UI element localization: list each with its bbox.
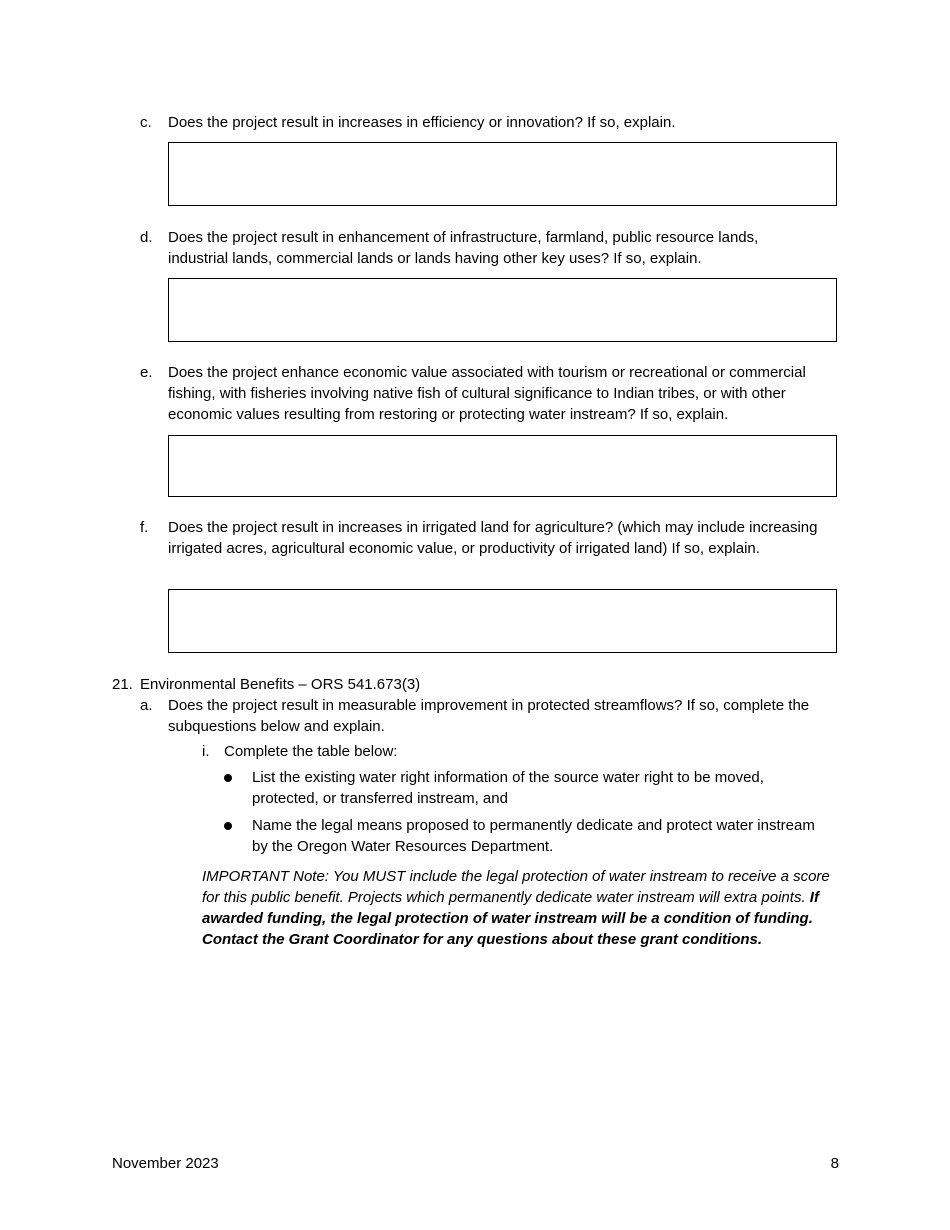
question-c-marker: c.	[140, 114, 152, 131]
question-d-text: Does the project result in enhancement of infrastructure, farmland, public resource lands, industrial lands, commercial lands or lands having other key uses? If so, explain.	[168, 229, 759, 267]
question-e-text: Does the project enhance economic value associated with tourism or recreational or commercial fishing, with fisheries involving native fish of cultural significance to Indian tribes, or with other economic values resulting from restoring or protecting water instream? If so, explain.	[168, 364, 806, 423]
question-f-answer-box[interactable]	[168, 589, 837, 653]
question-f-marker: f.	[140, 519, 149, 536]
bullet-icon	[224, 774, 232, 782]
important-note-bold: If awarded funding, the legal protection of water instream will be a condition of funding. Contact the Grant Coordinator for any questions about these grant conditions.	[202, 889, 819, 948]
bullet-item-1: List the existing water right information of the source water right to be moved, protected, or transferred instream, and	[252, 769, 764, 807]
section-21-number: 21.	[112, 676, 133, 693]
subquestion-i-marker: i.	[202, 743, 210, 760]
question-d-marker: d.	[140, 229, 153, 246]
important-note-italic: IMPORTANT Note: You MUST include the legal protection of water instream to receive a score for this public benefit. Projects which permanently dedicate water instream will extra points.	[202, 868, 830, 906]
question-e-marker: e.	[140, 364, 153, 381]
section-21-title: Environmental Benefits – ORS 541.673(3)	[140, 676, 421, 693]
question-21a-text: Does the project result in measurable improvement in protected streamflows? If so, complete the subquestions below and explain.	[168, 697, 810, 735]
question-21a-marker: a.	[140, 697, 153, 714]
footer-date: November 2023	[112, 1155, 219, 1172]
bullet-item-2: Name the legal means proposed to permanently dedicate and protect water instream by the Oregon Water Resources Department.	[252, 817, 815, 855]
question-c-text: Does the project result in increases in efficiency or innovation? If so, explain.	[168, 114, 676, 131]
footer-page-number: 8	[830, 1155, 839, 1172]
question-e-answer-box[interactable]	[168, 435, 837, 497]
bullet-icon	[224, 822, 232, 830]
question-d-answer-box[interactable]	[168, 278, 837, 342]
question-c-answer-box[interactable]	[168, 142, 837, 206]
important-note	[202, 866, 842, 950]
subquestion-i-text: Complete the table below:	[224, 743, 398, 760]
question-f-text: Does the project result in increases in irrigated land for agriculture? (which may include increasing irrigated acres, agricultural economic value, or productivity of irrigated land) If so, explain.	[168, 519, 818, 557]
